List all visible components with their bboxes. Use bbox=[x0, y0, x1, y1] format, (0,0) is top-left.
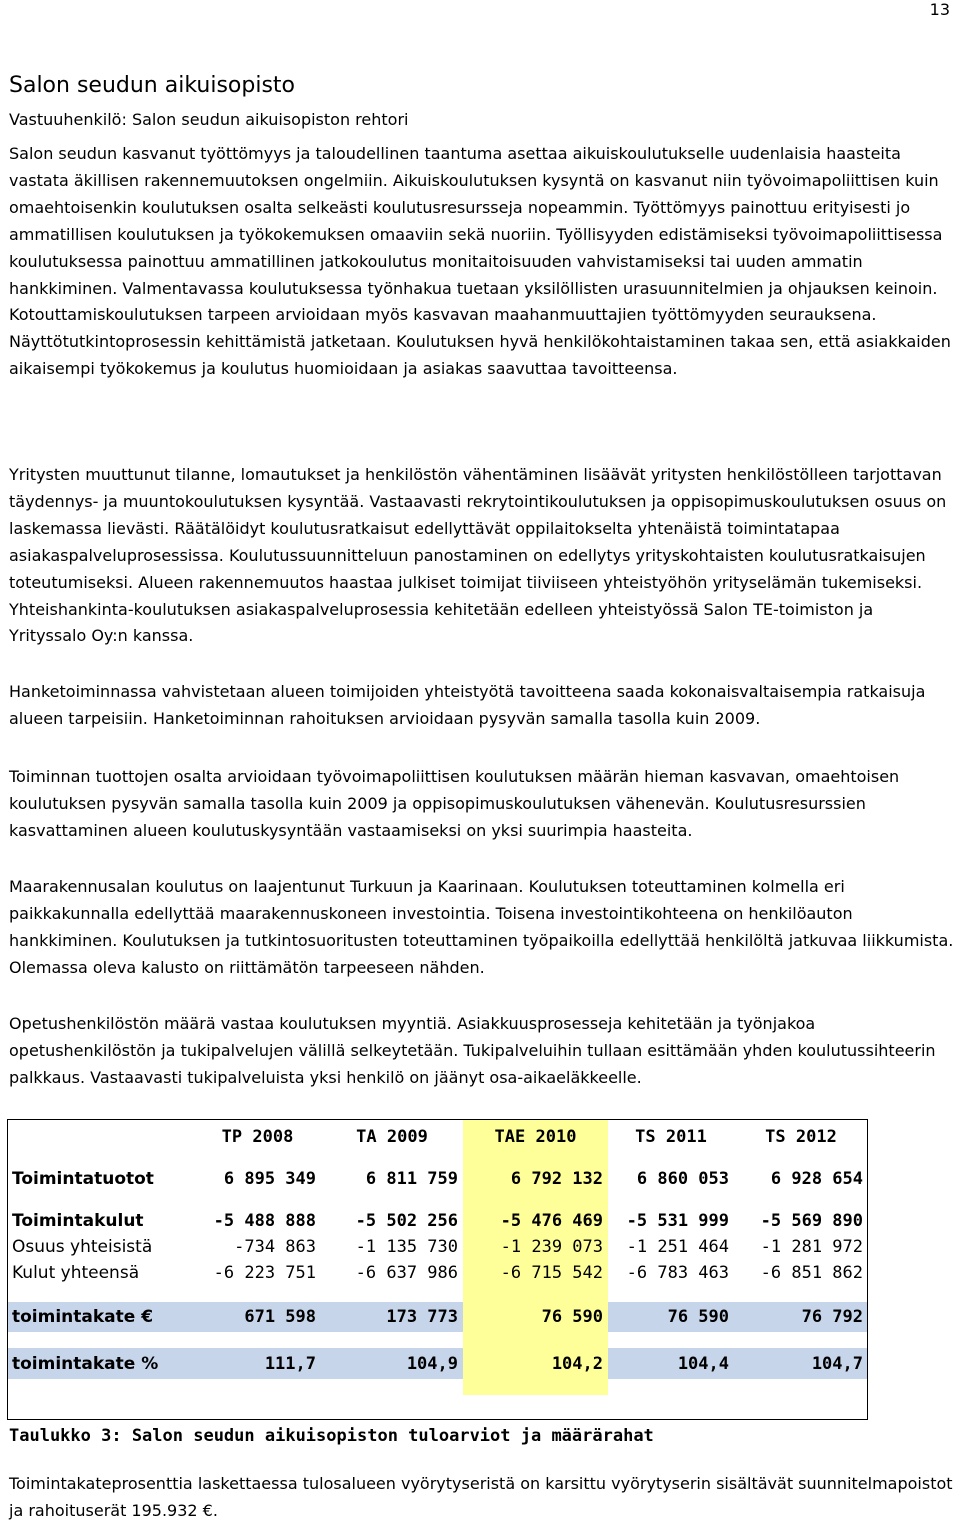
column-header: TAE 2010 bbox=[463, 1119, 608, 1150]
table-cell: -5 488 888 bbox=[213, 1211, 316, 1231]
table-cell: -6 637 986 bbox=[355, 1263, 458, 1283]
table-cell: -1 239 073 bbox=[463, 1234, 608, 1260]
table-cell: -6 715 542 bbox=[463, 1260, 608, 1286]
table-cell: 104,2 bbox=[463, 1348, 608, 1379]
column-header: TS 2012 bbox=[765, 1127, 837, 1147]
paragraph: Toimintakateprosenttia laskettaessa tulosalueen vyörytyseristä on karsittu vyörytyserin sisältävät suunnitelmapoistot ja rahoituserät 195.932 €. bbox=[9, 1474, 953, 1520]
table-cell: -5 531 999 bbox=[626, 1211, 729, 1231]
table-header-row bbox=[7, 1119, 868, 1150]
table-cell: 76 792 bbox=[734, 1302, 868, 1332]
table-cell: 111,7 bbox=[194, 1348, 321, 1379]
table-cell: 671 598 bbox=[194, 1302, 321, 1332]
table-cell: 76 590 bbox=[608, 1302, 734, 1332]
table-row bbox=[7, 1166, 868, 1192]
column-header: TS 2011 bbox=[635, 1127, 707, 1147]
row-label: toimintakate % bbox=[7, 1348, 194, 1379]
table-cell: 6 792 132 bbox=[463, 1166, 608, 1192]
paragraph: Toiminnan tuottojen osalta arvioidaan työvoimapoliittisen koulutuksen määrän hieman kasvavan, omaehtoisen koulutuksen pysyvän samalla tasolla kuin 2009 ja oppisopimuskoulutuksen vähenevän. Koulutusresurssien kasvattaminen alueen koulutuskysyntään vastaamiseksi on yksi suurimpia haasteita. bbox=[9, 767, 900, 840]
table-cell: 104,4 bbox=[608, 1348, 734, 1379]
table-row bbox=[7, 1260, 868, 1286]
table-cell: -5 476 469 bbox=[463, 1208, 608, 1234]
table-header-empty bbox=[7, 1119, 194, 1150]
subtitle: Vastuuhenkilö: Salon seudun aikuisopiston rehtori bbox=[9, 110, 409, 129]
table-cell: 104,7 bbox=[734, 1348, 868, 1379]
column-header: TP 2008 bbox=[221, 1127, 294, 1147]
table-caption: Taulukko 3: Salon seudun aikuisopiston tuloarviot ja määrärahat bbox=[9, 1426, 654, 1446]
table-cell: 6 811 759 bbox=[365, 1169, 458, 1189]
paragraph: Hanketoiminnassa vahvistetaan alueen toimijoiden yhteistyötä tavoitteena saada kokonaisvaltaisempia ratkaisuja alueen tarpeisiin. Hanketoiminnan rahoituksen arvioidaan pysyvän samalla tasolla kuin 2009. bbox=[9, 682, 926, 728]
table-cell: 6 928 654 bbox=[770, 1169, 863, 1189]
table-cell: -1 135 730 bbox=[355, 1237, 458, 1257]
paragraph: Opetushenkilöstön määrä vastaa koulutuksen myyntiä. Asiakkuusprosesseja kehitetään ja työnjakoa opetushenkilöstön ja tukipalvelujen välillä selkeytetään. Tukipalveluihin tullaan esittämään yhden koulutussihteerin palkkaus. Vastaavasti tukipalveluista yksi henkilö on jäänyt osa-aikaeläkkeelle. bbox=[9, 1014, 936, 1087]
table-cell: 173 773 bbox=[321, 1302, 463, 1332]
table-cell: -5 502 256 bbox=[355, 1211, 458, 1231]
row-label: Osuus yhteisistä bbox=[12, 1237, 153, 1257]
table-cell: -6 783 463 bbox=[626, 1263, 729, 1283]
paragraph: Salon seudun kasvanut työttömyys ja taloudellinen taantuma asettaa aikuiskoulutukselle uudenlaisia haasteita vastata äkillisen rakennemuutoksen ongelmiin. Aikuiskoulutuksen kysyntä on kasvanut niin työvoimapoliittisen kuin omaehtoisenkin koulutuksen osalta selkeästi koulutusresursseja nopeammin. Työttömyys painottuu erityisesti jo ammatillisen koulutuksen ja työkokemuksen omaaviin sekä nuoriin. Työllisyyden edistämiseksi työvoimapoliittisessa koulutuksessa painottuu ammatillinen jatkokoulutus monitaitoisuuden vahvistamiseksi tai uuden ammatin hankkiminen. Valmentavassa koulutuksessa työnhakua tuetaan yksilöllisten urasuunnitelmien ja ohjauksen keinoin. Kotouttamiskoulutuksen tarpeen arvioidaan myös kasvavan maahanmuuttajien työttömyyden seurauksena. Näyttötutkintoprosessin kehittämistä jatketaan. Koulutuksen hyvä henkilökohtaistaminen takaa sen, että asiakkaiden aikaisempi työkokemus ja koulutus huomioidaan ja asiakas saavuttaa tavoitteensa. bbox=[9, 144, 951, 379]
column-header: TA 2009 bbox=[356, 1127, 428, 1147]
table-cell: 76 590 bbox=[463, 1302, 608, 1332]
table-cell: -1 281 972 bbox=[760, 1237, 863, 1257]
table-row bbox=[7, 1234, 868, 1260]
page-number: 13 bbox=[929, 0, 950, 19]
table-row bbox=[7, 1208, 868, 1234]
row-label: toimintakate € bbox=[7, 1302, 194, 1332]
table-cell: 6 860 053 bbox=[636, 1169, 729, 1189]
paragraph: Maarakennusalan koulutus on laajentunut Turkuun ja Kaarinaan. Koulutuksen toteuttaminen kolmella eri paikkakunnalla edellyttää maarakennuskoneen investointia. Toisena investointikohteena on henkilöauton hankkiminen. Koulutuksen ja tutkintosuoritusten toteuttaminen työpaikoilla edellyttää henkilöltä jatkuvaa liikkumista. Olemassa oleva kalusto on riittämätön tarpeeseen nähden. bbox=[9, 877, 954, 977]
table-row bbox=[7, 1302, 868, 1332]
row-label: Kulut yhteensä bbox=[12, 1263, 140, 1283]
table-cell: -6 851 862 bbox=[760, 1263, 863, 1283]
budget-table bbox=[7, 1119, 868, 1395]
table-cell: -5 569 890 bbox=[760, 1211, 863, 1231]
table-cell: -6 223 751 bbox=[213, 1263, 316, 1283]
row-label: Toimintakulut bbox=[12, 1211, 144, 1231]
row-label: Toimintatuotot bbox=[12, 1169, 154, 1189]
table-cell: -1 251 464 bbox=[626, 1237, 729, 1257]
table-cell: 104,9 bbox=[321, 1348, 463, 1379]
table-row bbox=[7, 1348, 868, 1379]
table-cell: 6 895 349 bbox=[223, 1169, 316, 1189]
table-cell: -734 863 bbox=[234, 1237, 316, 1257]
paragraph: Yritysten muuttunut tilanne, lomautukset ja henkilöstön vähentäminen lisäävät yritysten henkilöstölleen tarjottavan täydennys- ja muuntokoulutuksen kysyntää. Vastaavasti rekrytointikoulutuksen ja oppisopimuskoulutuksen osuus on laskemassa lievästi. Räätälöidyt koulutusratkaisut edellyttävät oppilaitokselta yhtenäistä toimintatapaa asiakaspalveluprosessissa. Koulutussuunnitteluun panostaminen on edellytys yrityskohtaisten koulutusratkaisujen toteutumiseksi. Alueen rakennemuutos haastaa julkiset toimijat tiiviiseen yhteistyöhön yrityselämän tukemiseksi. Yhteishankinta-koulutuksen asiakaspalveluprosessia kehitetään edelleen yhteistyössä Salon TE-toimiston ja Yrityssalo Oy:n kanssa. bbox=[9, 465, 947, 646]
page-title: Salon seudun aikuisopisto bbox=[9, 73, 295, 98]
